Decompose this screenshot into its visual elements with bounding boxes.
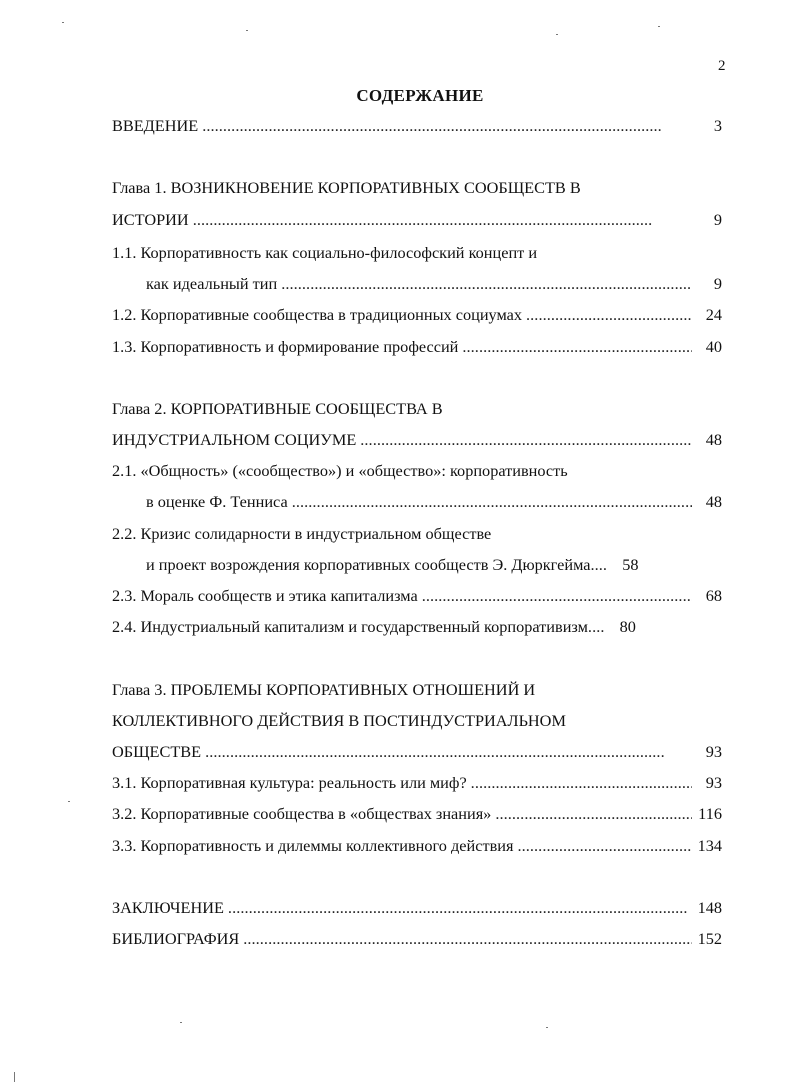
- toc-page-number: 80: [619, 617, 636, 636]
- toc-entry-text: и проект возрождения корпоративных сообществ Э. Дюркгейма: [146, 555, 591, 574]
- toc-page-number: 148: [697, 898, 722, 917]
- toc-entry-text: как идеальный тип: [146, 274, 278, 293]
- chapter2-heading-line1: Глава 2. КОРПОРАТИВНЫЕ СООБЩЕСТВА В: [112, 399, 443, 418]
- leader-dots: [517, 836, 691, 856]
- toc-page-number: 116: [698, 804, 722, 823]
- toc-page-number: 68: [705, 586, 722, 605]
- toc-entry-section-3-2: [112, 804, 722, 824]
- toc-entry-text: БИБЛИОГРАФИЯ: [112, 929, 240, 948]
- page-number: 2: [718, 58, 726, 74]
- toc-page-number: 152: [697, 929, 722, 948]
- toc-entry-text: 2.4. Индустриальный капитализм и государственный корпоративизм: [112, 617, 588, 636]
- leader-dots: [588, 617, 604, 637]
- toc-entry-text: ОБЩЕСТВЕ: [112, 742, 202, 761]
- leader-dots: [243, 929, 691, 949]
- toc-entry-section-3-3: [112, 836, 722, 856]
- toc-entry-text: ИСТОРИИ: [112, 210, 189, 229]
- toc-entry-text: ВВЕДЕНИЕ: [112, 116, 199, 135]
- section-1-1-line1: 1.1. Корпоративность как социально-философский концепт и: [112, 243, 538, 262]
- leader-dots: [495, 804, 692, 824]
- leader-dots: [228, 898, 692, 918]
- toc-entry-section-1-3: [112, 337, 722, 357]
- leader-dots: [422, 586, 692, 606]
- toc-page-number: 93: [705, 742, 722, 761]
- leader-dots: [202, 116, 692, 136]
- toc-page-number: 9: [713, 210, 722, 229]
- toc-entry-text: ЗАКЛЮЧЕНИЕ: [112, 898, 224, 917]
- toc-page-number: 58: [622, 555, 639, 574]
- chapter3-heading-line1: Глава 3. ПРОБЛЕМЫ КОРПОРАТИВНЫХ ОТНОШЕНИЙ И: [112, 680, 536, 699]
- leader-dots: [292, 492, 692, 512]
- scan-speck: [546, 1027, 548, 1028]
- toc-entry-section-2-4: [112, 617, 722, 637]
- scan-speck: [658, 26, 660, 27]
- toc-page-number: 93: [705, 773, 722, 792]
- leader-dots: [205, 742, 692, 762]
- toc-entry-text: 2.3. Мораль сообществ и этика капитализма: [112, 586, 418, 605]
- toc-page-number: 9: [713, 274, 722, 293]
- toc-entry-text: 3.3. Корпоративность и дилеммы коллективного действия: [112, 836, 514, 855]
- toc-entry-text: 1.2. Корпоративные сообщества в традиционных социумах: [112, 305, 523, 324]
- toc-entry-text: в оценке Ф. Тенниса: [146, 492, 288, 511]
- toc-entry-intro: [112, 116, 722, 136]
- toc-entry-chapter3: [112, 742, 722, 762]
- toc-entry-text: 3.1. Корпоративная культура: реальность или миф?: [112, 773, 467, 792]
- toc-entry-text: 1.3. Корпоративность и формирование профессий: [112, 337, 459, 356]
- scan-speck: [68, 801, 70, 802]
- scan-speck: [246, 30, 248, 31]
- toc-entry-text: 3.2. Корпоративные сообщества в «обществах знания»: [112, 804, 492, 823]
- scan-speck: [14, 1072, 15, 1082]
- chapter1-heading-line1: Глава 1. ВОЗНИКНОВЕНИЕ КОРПОРАТИВНЫХ СООБЩЕСТВ В: [112, 178, 581, 197]
- toc-page-number: 48: [705, 430, 722, 449]
- leader-dots: [526, 305, 692, 325]
- toc-entry-section-2-2: [146, 555, 722, 575]
- toc-page-number: 40: [705, 337, 722, 356]
- toc-entry-conclusion: [112, 898, 722, 918]
- section-2-2-line1: 2.2. Кризис солидарности в индустриальном обществе: [112, 524, 492, 543]
- leader-dots: [281, 274, 692, 294]
- toc-entry-text: ИНДУСТРИАЛЬНОМ СОЦИУМЕ: [112, 430, 357, 449]
- toc-entry-chapter1: [112, 210, 722, 230]
- leader-dots: [462, 337, 692, 357]
- toc-entry-chapter2: [112, 430, 722, 450]
- toc-entry-bibliography: [112, 929, 722, 949]
- toc-page-number: 24: [705, 305, 722, 324]
- toc-page-number: 48: [705, 492, 722, 511]
- leader-dots: [360, 430, 692, 450]
- toc-page-number: 3: [713, 116, 722, 135]
- leader-dots: [471, 773, 692, 793]
- toc-entry-section-2-1: [146, 492, 722, 512]
- toc-page-number: 134: [697, 836, 722, 855]
- scan-speck: [62, 22, 64, 23]
- toc-entry-section-1-2: [112, 305, 722, 325]
- scan-speck: [180, 1022, 182, 1023]
- toc-entry-section-2-3: [112, 586, 722, 606]
- chapter3-heading-line2: КОЛЛЕКТИВНОГО ДЕЙСТВИЯ В ПОСТИНДУСТРИАЛЬНОМ: [112, 711, 566, 730]
- toc-entry-section-1-1: [146, 274, 722, 294]
- toc-entry-section-3-1: [112, 773, 722, 793]
- toc-title: СОДЕРЖАНИЕ: [356, 86, 484, 105]
- leader-dots: [193, 210, 692, 230]
- section-2-1-line1: 2.1. «Общность» («сообщество») и «общество»: корпоративность: [112, 461, 568, 480]
- scan-speck: [556, 34, 558, 35]
- leader-dots: [590, 555, 606, 575]
